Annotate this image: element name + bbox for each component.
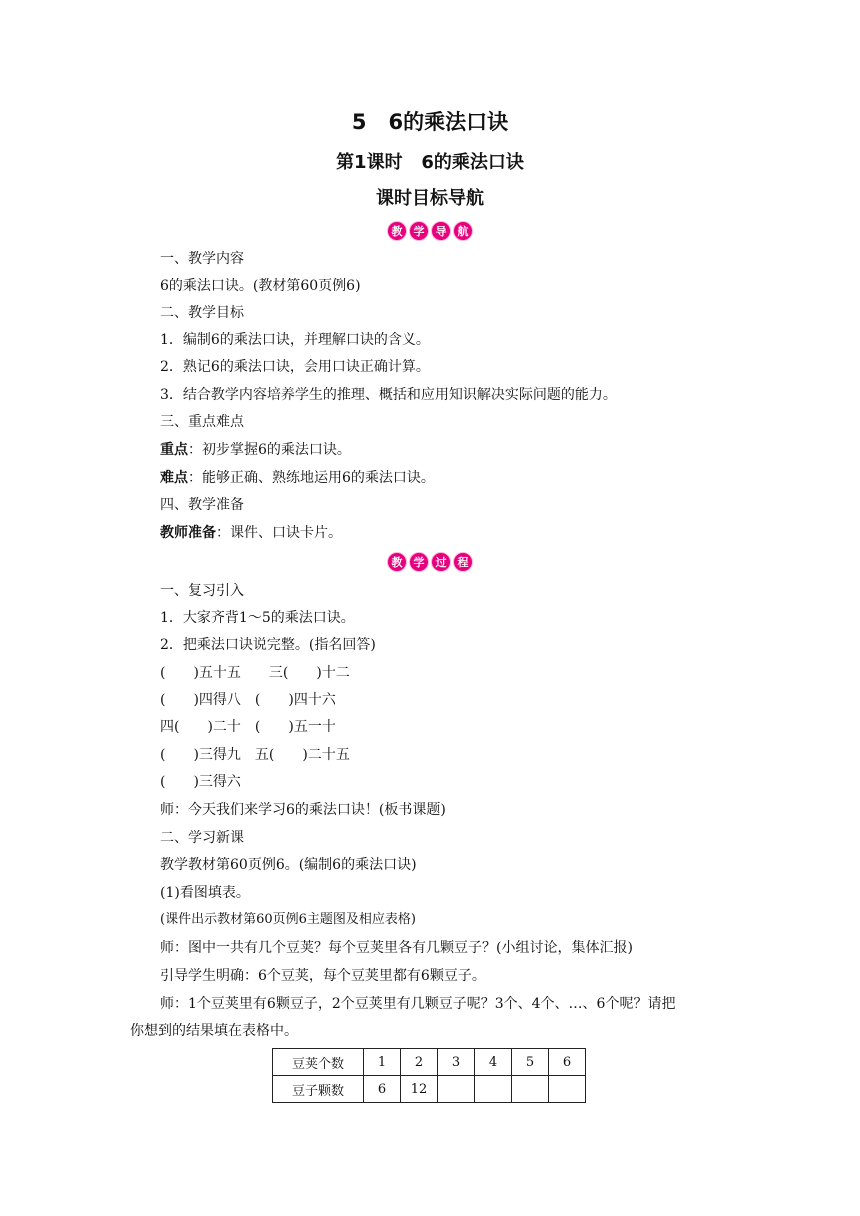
teacher-intro: 师：今天我们来学习6的乘法口诀！(板书课题) — [160, 802, 446, 818]
table-cell: 4 — [475, 1049, 512, 1076]
table-cell: 6 — [549, 1049, 586, 1076]
heading-goals: 二、教学目标 — [160, 305, 244, 321]
heading-new-lesson: 二、学习新课 — [160, 830, 244, 846]
content-text: 6的乘法口诀。(教材第60页例6) — [160, 278, 361, 294]
new-lesson-line-4: 师：图中一共有几个豆荚？每个豆荚里各有几颗豆子？(小组讨论，集体汇报) — [160, 940, 633, 956]
fill-row-1: ( )五十五 三( )十二 — [160, 665, 350, 681]
table-cell: 3 — [438, 1049, 475, 1076]
new-lesson-line-5: 引导学生明确：6个豆荚，每个豆荚里都有6颗豆子。 — [160, 968, 486, 984]
new-lesson-line-7: 你想到的结果填在表格中。 — [130, 1023, 298, 1039]
fill-row-3: 四( )二十 ( )五一十 — [160, 719, 336, 735]
heading-review: 一、复习引入 — [160, 583, 244, 599]
table-cell — [438, 1076, 475, 1103]
teaching-guide-badge: 教 学 导 航 — [0, 221, 860, 241]
new-lesson-line-2: (1)看图填表。 — [160, 885, 250, 901]
table-cell: 2 — [401, 1049, 438, 1076]
lesson-subtitle: 第1课时 6的乘法口诀 — [336, 152, 524, 173]
table-cell: 6 — [364, 1076, 401, 1103]
table-row — [273, 1049, 586, 1076]
table-cell — [475, 1076, 512, 1103]
teaching-process-badge: 教 学 过 程 — [0, 552, 860, 572]
fill-row-4: ( )三得九 五( )二十五 — [160, 747, 350, 763]
table-cell — [549, 1076, 586, 1103]
section-heading: 课时目标导航 — [376, 188, 484, 209]
teacher-prep: 教师准备：课件、口诀卡片。 — [160, 525, 342, 541]
goal-1: 1．编制6的乘法口诀，并理解口诀的含义。 — [160, 332, 430, 348]
fill-row-2: ( )四得八 ( )四十六 — [160, 692, 336, 708]
table-cell: 5 — [512, 1049, 549, 1076]
row-header: 豆子颗数 — [273, 1076, 364, 1103]
difficult-point: 难点：能够正确、熟练地运用6的乘法口诀。 — [160, 470, 435, 486]
heading-keypoints: 三、重点难点 — [160, 414, 244, 430]
review-line-2: 2．把乘法口诀说完整。(指名回答) — [160, 637, 376, 653]
goal-3: 3．结合教学内容培养学生的推理、概括和应用知识解决实际问题的能力。 — [160, 387, 617, 403]
heading-prep: 四、教学准备 — [160, 497, 244, 513]
table-cell: 1 — [364, 1049, 401, 1076]
new-lesson-line-1: 教学教材第60页例6。(编制6的乘法口诀) — [160, 857, 417, 873]
bean-table — [272, 1048, 586, 1103]
lesson-title: 5 6的乘法口诀 — [351, 110, 509, 134]
heading-content: 一、教学内容 — [160, 251, 244, 267]
row-header: 豆荚个数 — [273, 1049, 364, 1076]
new-lesson-line-6: 师：1个豆荚里有6颗豆子，2个豆荚里有几颗豆子呢？3个、4个、…、6个呢？请把 — [160, 996, 676, 1012]
review-line-1: 1．大家齐背1～5的乘法口诀。 — [160, 610, 355, 626]
table-cell — [512, 1076, 549, 1103]
table-cell: 12 — [401, 1076, 438, 1103]
table-row — [273, 1076, 586, 1103]
goal-2: 2．熟记6的乘法口诀，会用口诀正确计算。 — [160, 359, 430, 375]
key-point: 重点：初步掌握6的乘法口诀。 — [160, 442, 351, 458]
new-lesson-line-3: (课件出示教材第60页例6主题图及相应表格) — [160, 912, 416, 927]
fill-row-5: ( )三得六 — [160, 774, 241, 790]
